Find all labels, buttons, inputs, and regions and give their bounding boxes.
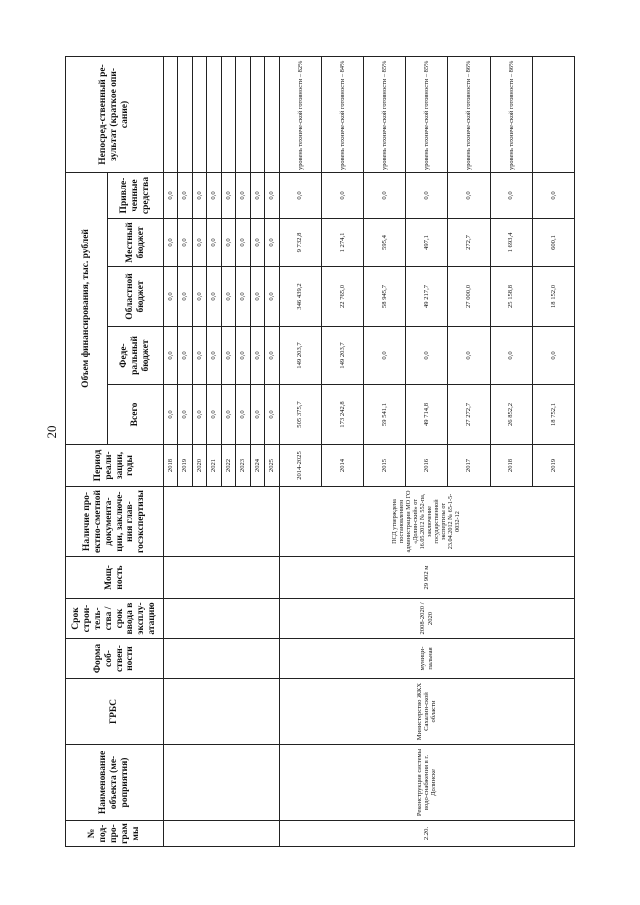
cell-local: 595,4: [363, 219, 405, 267]
page-number: 20: [44, 425, 59, 439]
cell-attracted: 0,0: [164, 173, 178, 219]
cell-regional: 0,0: [178, 267, 192, 327]
cell-result: уровень техниче-ской готовности – 86%: [448, 57, 490, 173]
cell-attracted: 0,0: [279, 173, 321, 219]
cell-name-empty: [164, 745, 280, 821]
cell-object-ownership: муници-пальная: [279, 639, 575, 679]
cell-federal: 0,0: [236, 327, 250, 385]
header-docs: Наличие про-ектно-сметной документа-ции, заключе-ния глав-госэкспертизы: [66, 487, 164, 557]
cell-total: 0,0: [250, 385, 264, 445]
cell-result: [178, 57, 192, 173]
cell-federal: 149 203,7: [279, 327, 321, 385]
cell-regional: 0,0: [221, 267, 235, 327]
cell-federal: 149 203,7: [321, 327, 363, 385]
cell-federal: 0,0: [363, 327, 405, 385]
cell-regional: 0,0: [250, 267, 264, 327]
header-total: Всего: [108, 385, 164, 445]
cell-year: 2014: [321, 445, 363, 487]
cell-year: 2019: [178, 445, 192, 487]
cell-result: уровень техниче-ской готовности – 85%: [363, 57, 405, 173]
cell-regional: 27 000,0: [448, 267, 490, 327]
cell-local: 0,0: [250, 219, 264, 267]
cell-total: 49 714,8: [406, 385, 448, 445]
cell-attracted: 0,0: [490, 173, 532, 219]
cell-result: уровень техниче-ской готовности – 82%: [279, 57, 321, 173]
cell-object-name: Реконструкция системы водо-снабжения в г. Долинске: [279, 745, 575, 821]
cell-attracted: 0,0: [406, 173, 448, 219]
cell-federal: 0,0: [178, 327, 192, 385]
cell-total: 0,0: [221, 385, 235, 445]
cell-regional: 0,0: [265, 267, 279, 327]
header-funding-group: Объем финансирования, тыс. рублей: [66, 173, 108, 445]
cell-total: 0,0: [164, 385, 178, 445]
cell-year: 2018: [164, 445, 178, 487]
cell-year: 2020: [192, 445, 206, 487]
cell-result: [236, 57, 250, 173]
cell-year: 2016: [406, 445, 448, 487]
cell-object-capacity: 29 902 м: [279, 557, 575, 599]
cell-year: 2022: [221, 445, 235, 487]
cell-year: 2025: [265, 445, 279, 487]
cell-regional: 18 152,0: [532, 267, 574, 327]
header-regional: Областной бюджет: [108, 267, 164, 327]
cell-local: 0,0: [236, 219, 250, 267]
header-name: Наименование объекта (ме-роприятия): [66, 745, 164, 821]
cell-attracted: 0,0: [178, 173, 192, 219]
cell-attracted: 0,0: [448, 173, 490, 219]
cell-local: 9 732,8: [279, 219, 321, 267]
cell-attracted: 0,0: [532, 173, 574, 219]
cell-local: 1 274,1: [321, 219, 363, 267]
cell-attracted: 0,0: [363, 173, 405, 219]
cell-result: [164, 57, 178, 173]
cell-total: 18 752,1: [532, 385, 574, 445]
cell-total: 173 242,8: [321, 385, 363, 445]
header-num: № под-про-грам мы: [66, 821, 164, 847]
cell-local: 272,7: [448, 219, 490, 267]
cell-total: 26 852,2: [490, 385, 532, 445]
cell-regional: 0,0: [164, 267, 178, 327]
cell-year: 2023: [236, 445, 250, 487]
cell-regional: 0,0: [236, 267, 250, 327]
cell-result: [265, 57, 279, 173]
cell-local: 0,0: [265, 219, 279, 267]
cell-total: 27 272,7: [448, 385, 490, 445]
cell-docs-empty: [164, 487, 280, 557]
cell-total: 0,0: [236, 385, 250, 445]
cell-year: 2017: [448, 445, 490, 487]
cell-result: уровень техниче-ской готовности – 84%: [321, 57, 363, 173]
cell-result: [250, 57, 264, 173]
cell-total: 0,0: [207, 385, 221, 445]
cell-regional: 0,0: [207, 267, 221, 327]
cell-attracted: 0,0: [207, 173, 221, 219]
cell-federal: 0,0: [265, 327, 279, 385]
cell-attracted: 0,0: [221, 173, 235, 219]
header-local: Местный бюджет: [108, 219, 164, 267]
cell-year: 2021: [207, 445, 221, 487]
cell-attracted: 0,0: [192, 173, 206, 219]
cell-grbs-empty: [164, 679, 280, 745]
cell-local: 0,0: [178, 219, 192, 267]
cell-attracted: 0,0: [236, 173, 250, 219]
table-row: [164, 57, 178, 847]
cell-local: 600,1: [532, 219, 574, 267]
cell-attracted: 0,0: [265, 173, 279, 219]
cell-total: 505 375,7: [279, 385, 321, 445]
cell-federal: 0,0: [192, 327, 206, 385]
cell-year: 2015: [363, 445, 405, 487]
cell-local: 0,0: [207, 219, 221, 267]
cell-result: уровень техниче-ской готовности – 85%: [406, 57, 448, 173]
cell-result: [221, 57, 235, 173]
cell-result: уровень техниче-ской готовности – 86%: [490, 57, 532, 173]
cell-regional: 25 158,8: [490, 267, 532, 327]
cell-local: 0,0: [164, 219, 178, 267]
cell-federal: 0,0: [532, 327, 574, 385]
header-period: Период реали-зации, годы: [66, 445, 164, 487]
cell-result: [207, 57, 221, 173]
cell-ownership-empty: [164, 639, 280, 679]
cell-regional: 58 945,7: [363, 267, 405, 327]
cell-object-num: 2.20.: [279, 821, 575, 847]
cell-federal: 0,0: [406, 327, 448, 385]
cell-result: [192, 57, 206, 173]
cell-object-grbs: Министерство ЖКХ Сахалин-ской области: [279, 679, 575, 745]
header-term: Срок строи-тель-ства / срок ввода в эксплу-атацию: [66, 599, 164, 639]
cell-total: 0,0: [265, 385, 279, 445]
funding-table: [65, 56, 575, 847]
cell-federal: 0,0: [448, 327, 490, 385]
cell-local: 0,0: [221, 219, 235, 267]
cell-total: 0,0: [178, 385, 192, 445]
header-federal: Феде-ральный бюджет: [108, 327, 164, 385]
cell-num-empty: [164, 821, 280, 847]
cell-regional: 22 765,0: [321, 267, 363, 327]
cell-term-empty: [164, 599, 280, 639]
header-ownership: Форма соб-ствен-ности: [66, 639, 164, 679]
cell-federal: 0,0: [207, 327, 221, 385]
cell-local: 0,0: [192, 219, 206, 267]
cell-attracted: 0,0: [250, 173, 264, 219]
cell-year: 2014-2025: [279, 445, 321, 487]
header-result: Непосред-ственный ре-зультат (краткое опи-сание): [66, 57, 164, 173]
cell-federal: 0,0: [221, 327, 235, 385]
cell-total: 0,0: [192, 385, 206, 445]
cell-local: 1 693,4: [490, 219, 532, 267]
rotated-table-wrapper: [65, 57, 575, 847]
cell-federal: 0,0: [164, 327, 178, 385]
cell-capacity-empty: [164, 557, 280, 599]
cell-regional: 0,0: [192, 267, 206, 327]
cell-year: 2019: [532, 445, 574, 487]
cell-year: 2018: [490, 445, 532, 487]
cell-regional: 346 439,2: [279, 267, 321, 327]
cell-federal: 0,0: [490, 327, 532, 385]
cell-year: 2024: [250, 445, 264, 487]
cell-object-term: 2008-2020 / 2020: [279, 599, 575, 639]
cell-attracted: 0,0: [321, 173, 363, 219]
header-capacity: Мощ-ность: [66, 557, 164, 599]
cell-total: 59 541,1: [363, 385, 405, 445]
cell-regional: 49 217,7: [406, 267, 448, 327]
table-row: [279, 57, 321, 847]
cell-federal: 0,0: [250, 327, 264, 385]
cell-local: 497,1: [406, 219, 448, 267]
cell-object-docs: ПСД утверждена постановлением администрации МО ГО «Долин-ский» от 16.05.2012 № 552-па, заключение государственной экспертизы от 23.04.2012 № 65-1-5-0032-12: [279, 487, 575, 557]
cell-result: [532, 57, 574, 173]
header-attracted: Привле-ченные средства: [108, 173, 164, 219]
header-grbs: ГРБС: [66, 679, 164, 745]
